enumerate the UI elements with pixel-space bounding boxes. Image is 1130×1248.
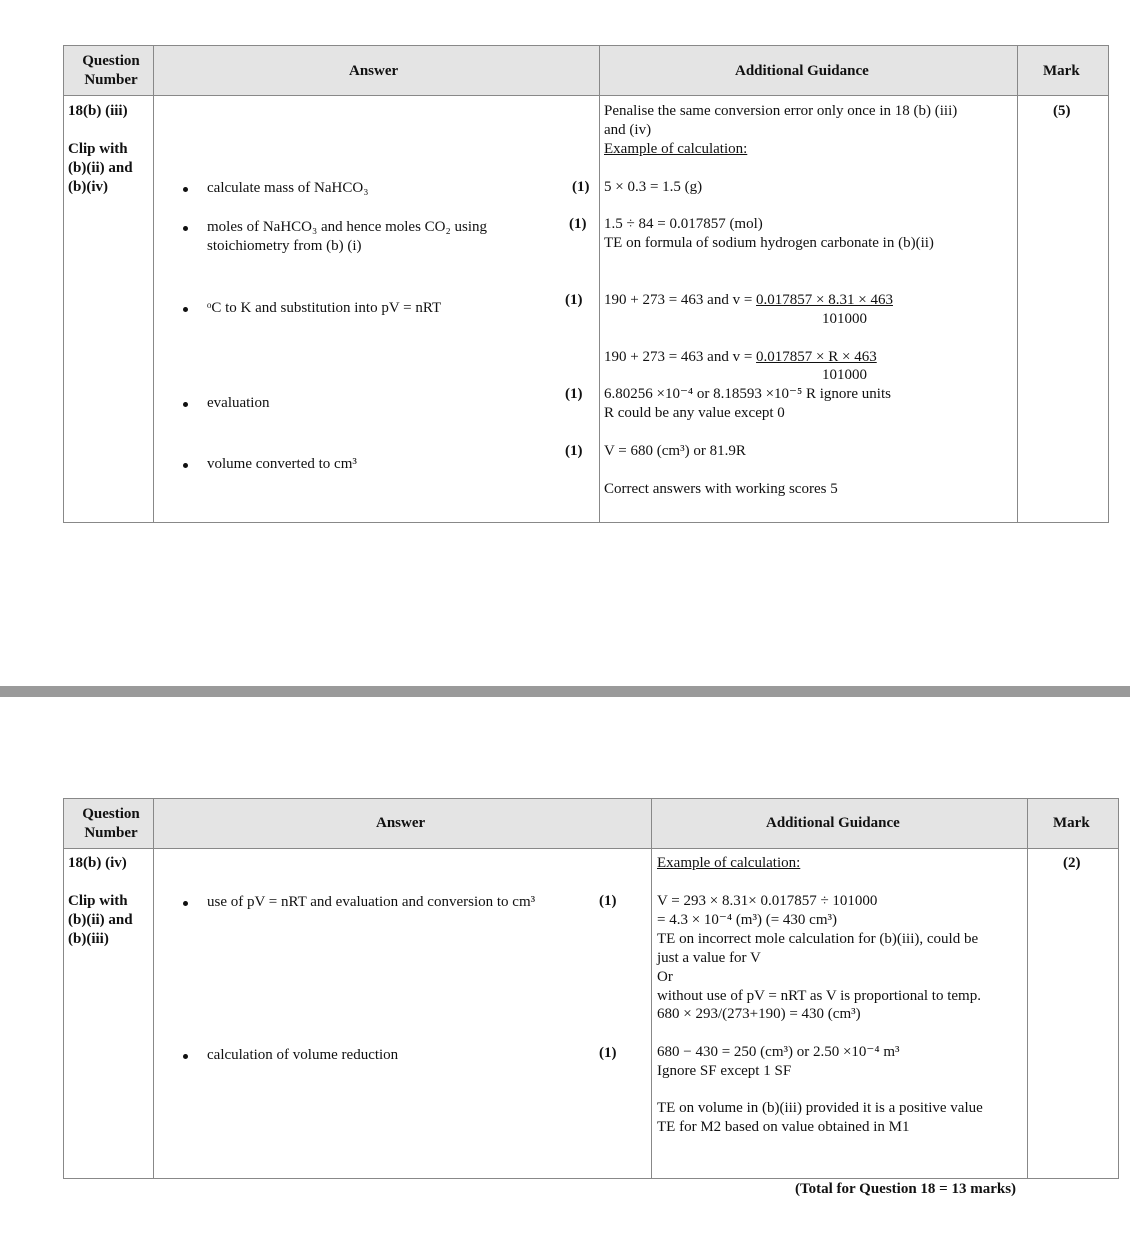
- guidance-line: 1.5 ÷ 84 = 0.017857 (mol): [604, 216, 763, 232]
- guidance-line: 680 − 430 = 250 (cm³) or 2.50 ×10⁻⁴ m³: [657, 1044, 900, 1060]
- total-mark: (5): [1053, 103, 1071, 119]
- bullet: [183, 187, 188, 192]
- bullet: [183, 226, 188, 231]
- clip-note: (b)(ii) and: [68, 160, 133, 176]
- point-mark: (1): [599, 1045, 617, 1061]
- header-answer: Answer: [349, 63, 399, 79]
- guidance-line: and (iv): [604, 122, 652, 138]
- guidance-text: 190 + 273 = 463 and v =: [604, 292, 757, 308]
- guidance-line: 6.80256 ×10⁻⁴ or 8.18593 ×10⁻⁵ R ignore units: [604, 386, 891, 402]
- answer-point: ᵒC to K and substitution into pV = nRT: [207, 300, 442, 316]
- guidance-line: Ignore SF except 1 SF: [657, 1063, 792, 1079]
- guidance-line: R could be any value except 0: [604, 405, 785, 421]
- answer-point: volume converted to cm³: [207, 456, 357, 472]
- header-question-number: Question Number: [82, 53, 140, 88]
- point-mark: (1): [565, 443, 583, 459]
- point-mark: (1): [565, 386, 583, 402]
- fraction-denominator: 101000: [822, 311, 867, 327]
- bullet: [183, 1054, 188, 1059]
- bullet: [183, 402, 188, 407]
- fraction-denominator: 101000: [822, 367, 867, 383]
- question-number: 18(b) (iv): [68, 855, 127, 871]
- question-number: 18(b) (iii): [68, 103, 128, 119]
- bullet: [183, 307, 188, 312]
- guidance-line: just a value for V: [657, 950, 761, 966]
- guidance-line: = 4.3 × 10⁻⁴ (m³) (= 430 cm³): [657, 912, 837, 928]
- page-separator: [0, 686, 1130, 697]
- header-answer: Answer: [376, 815, 426, 831]
- header-guidance: Additional Guidance: [766, 815, 900, 831]
- guidance-line: TE on volume in (b)(iii) provided it is a positive value: [657, 1100, 983, 1116]
- clip-note: (b)(iv): [68, 179, 108, 195]
- point-mark: (1): [599, 893, 617, 909]
- point-mark: (1): [572, 179, 590, 195]
- clip-note: (b)(iii): [68, 931, 109, 947]
- guidance-line: without use of pV = nRT as V is proportional to temp.: [657, 988, 981, 1004]
- header-mark: Mark: [1043, 63, 1080, 79]
- guidance-line: [604, 348, 877, 367]
- clip-note: Clip with: [68, 141, 128, 157]
- guidance-line: Correct answers with working scores 5: [604, 481, 838, 497]
- bullet: [183, 463, 188, 468]
- guidance-text: 190 + 273 = 463 and v =: [604, 349, 757, 365]
- guidance-line: Penalise the same conversion error only once in 18 (b) (iii): [604, 103, 958, 119]
- guidance-line: Or: [657, 969, 673, 985]
- guidance-line: Example of calculation:: [604, 141, 748, 157]
- answer-point: use of pV = nRT and evaluation and conversion to cm³: [207, 894, 536, 910]
- guidance-line: TE for M2 based on value obtained in M1: [657, 1119, 910, 1135]
- answer-point: evaluation: [207, 395, 270, 411]
- guidance-line: 680 × 293/(273+190) = 430 (cm³): [657, 1006, 861, 1022]
- guidance-line: V = 680 (cm³) or 81.9R: [604, 443, 746, 459]
- fraction-numerator: 0.017857 × 8.31 × 463: [756, 292, 893, 308]
- answer-point: calculation of volume reduction: [207, 1047, 399, 1063]
- question-total: (Total for Question 18 = 13 marks): [795, 1181, 1017, 1197]
- guidance-line: V = 293 × 8.31× 0.017857 ÷ 101000: [657, 893, 878, 909]
- point-mark: (1): [565, 292, 583, 308]
- header-guidance: Additional Guidance: [735, 63, 869, 79]
- answer-point: calculate mass of NaHCO₃: [207, 180, 369, 196]
- fraction-numerator: 0.017857 × R × 463: [756, 349, 877, 365]
- guidance-line: Example of calculation:: [657, 855, 801, 871]
- bullet: [183, 901, 188, 906]
- answer-point: moles of NaHCO₃ and hence moles CO₂ using: [207, 219, 487, 235]
- guidance-line: [604, 291, 893, 310]
- clip-note: Clip with: [68, 893, 128, 909]
- clip-note: (b)(ii) and: [68, 912, 133, 928]
- total-mark: (2): [1063, 855, 1081, 871]
- guidance-line: 5 × 0.3 = 1.5 (g): [604, 179, 703, 195]
- header-question-number: Question Number: [82, 806, 140, 841]
- header-mark: Mark: [1053, 815, 1090, 831]
- guidance-line: TE on incorrect mole calculation for (b)(iii), could be: [657, 931, 979, 947]
- guidance-line: TE on formula of sodium hydrogen carbonate in (b)(ii): [604, 235, 934, 251]
- answer-point: stoichiometry from (b) (i): [207, 238, 362, 254]
- point-mark: (1): [569, 216, 587, 232]
